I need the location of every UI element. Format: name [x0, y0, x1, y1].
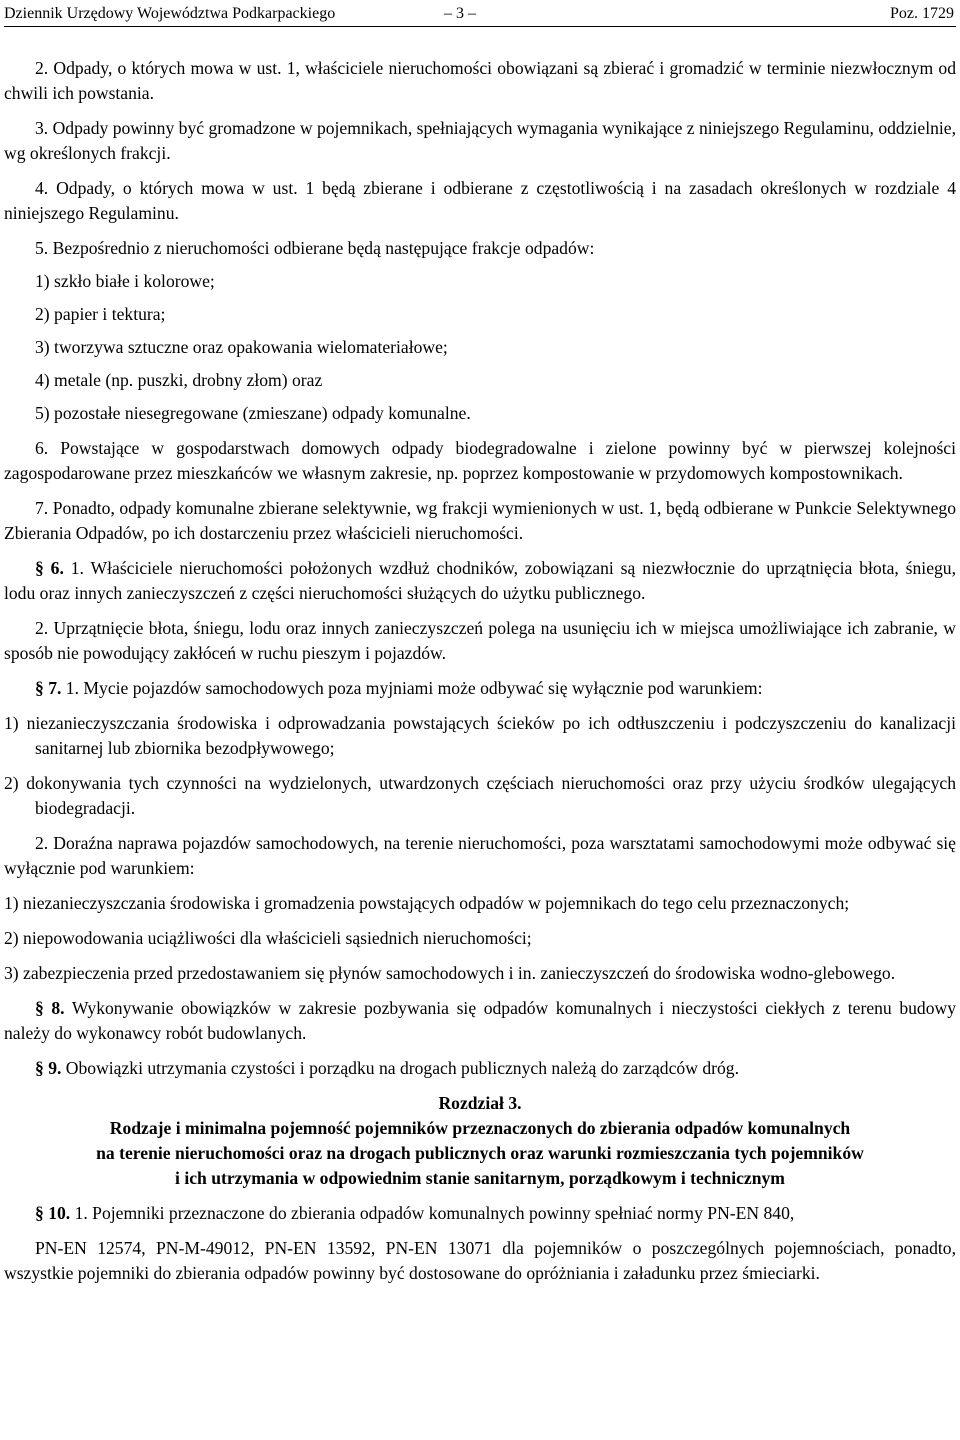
chapter-label: Rozdział 3. [438, 1093, 522, 1113]
section-7-2-list-item-2: 2) niepowodowania uciążliwości dla właścicieli sąsiednich nieruchomości; [4, 928, 532, 948]
paragraph-2: 2. Odpady, o których mowa w ust. 1, właściciele nieruchomości obowiązani są zbierać i gromadzić w terminie niezwłocznym od chwili ich powstania. [4, 58, 956, 103]
section-9 [4, 1056, 956, 1081]
section-7-text: 1. Mycie pojazdów samochodowych poza myjniami może odbywać się wyłącznie pod warunkiem: [61, 678, 763, 698]
chapter-title-line-2: na terenie nieruchomości oraz na drogach publicznych oraz warunki rozmieszczania tych pojemników [96, 1143, 864, 1163]
section-7-number: § 7. [35, 678, 62, 698]
section-9-text: Obowiązki utrzymania czystości i porządku na drogach publicznych należą do zarządców dróg. [61, 1058, 739, 1078]
document-body [4, 56, 956, 1296]
journal-title: Dziennik Urzędowy Województwa Podkarpackiego [4, 5, 336, 22]
paragraph-5: 5. Bezpośrednio z nieruchomości odbierane będą następujące frakcje odpadów: [35, 238, 595, 258]
paragraph-6: 6. Powstające w gospodarstwach domowych odpady biodegradowalne i zielone powinny być w pierwszej kolejności zagospodarowane przez mieszkańców we własnym zakresie, np. poprzez kompostowanie w przydomowych kompostownikach. [4, 438, 956, 483]
section-10-text: 1. Pojemniki przeznaczone do zbierania odpadów komunalnych powinny spełniać normy PN-EN 840, [70, 1203, 795, 1223]
section-6-paragraph-2: 2. Uprzątnięcie błota, śniegu, lodu oraz innych zanieczyszczeń polega na usunięciu ich w miejsca umożliwiające ich zabranie, w sposób nie powodujący zakłóceń w ruchu pieszym i pojazdów. [4, 618, 956, 663]
section-8-text: Wykonywanie obowiązków w zakresie pozbywania się odpadów komunalnych i nieczystości ciekłych z terenu budowy należy do wykonawcy robót budowlanych. [4, 998, 957, 1043]
section-7-list-item-2: 2) dokonywania tych czynności na wydzielonych, utwardzonych częściach nieruchomości oraz przy użyciu środków ulegających biodegradacji. [4, 773, 956, 818]
section-8 [4, 996, 956, 1046]
paragraph-4: 4. Odpady, o których mowa w ust. 1 będą zbierane i odbierane z częstotliwością i na zasadach określonych w rozdziale 4 niniejszego Regulaminu. [4, 178, 956, 223]
section-6-number: § 6. [35, 558, 64, 578]
paragraph-7: 7. Ponadto, odpady komunalne zbierane selektywnie, wg frakcji wymienionych w ust. 1, będą odbierane w Punkcie Selektywnego Zbierania Odpadów, po ich dostarczeniu przez właścicieli nieruchomości. [4, 498, 956, 543]
chapter-title-line-3: i ich utrzymania w odpowiednim stanie sanitarnym, porządkowym i technicznym [175, 1168, 785, 1188]
chapter-heading [4, 1091, 956, 1191]
section-9-number: § 9. [35, 1058, 62, 1078]
list-item-fraction-2: 2) papier i tektura; [35, 304, 166, 324]
section-7-2-list-item-3: 3) zabezpieczenia przed przedostawaniem się płynów samochodowych i in. zanieczyszczeń do środowiska wodno-glebowego. [4, 963, 896, 983]
section-7-paragraph-1 [4, 676, 956, 701]
section-7-paragraph-2: 2. Doraźna naprawa pojazdów samochodowych, na terenie nieruchomości, poza warsztatami samochodowymi może odbywać się wyłącznie pod warunkiem: [4, 833, 956, 878]
list-item-fraction-1: 1) szkło białe i kolorowe; [35, 271, 215, 291]
section-7-list-item-1: 1) niezanieczyszczania środowiska i odprowadzania powstających ścieków po ich odtłuszczeniu i podczyszczeniu do kanalizacji sanitarnej lub zbiornika bezodpływowego; [4, 713, 956, 758]
section-10-paragraph-1 [4, 1201, 956, 1226]
section-6-paragraph-1 [4, 556, 956, 606]
paragraph-3: 3. Odpady powinny być gromadzone w pojemnikach, spełniających wymagania wynikające z niniejszego Regulaminu, oddzielnie, wg określonych frakcji. [4, 118, 956, 163]
page-header [4, 4, 956, 27]
position-number: Poz. 1729 [890, 5, 954, 22]
chapter-title-line-1: Rodzaje i minimalna pojemność pojemników przeznaczonych do zbierania odpadów komunalnych [109, 1118, 851, 1138]
list-item-fraction-5: 5) pozostałe niesegregowane (zmieszane) odpady komunalne. [35, 403, 471, 423]
section-10-number: § 10. [35, 1203, 71, 1223]
list-item-fraction-3: 3) tworzywa sztuczne oraz opakowania wielomateriałowe; [35, 337, 448, 357]
section-7-2-list-item-1: 1) niezanieczyszczania środowiska i gromadzenia powstających odpadów w pojemnikach do tego celu przeznaczonych; [4, 893, 850, 913]
section-10-continuation: PN-EN 12574, PN-M-49012, PN-EN 13592, PN-EN 13071 dla pojemników o poszczególnych pojemnościach, ponadto, wszystkie pojemniki do zbierania odpadów powinny być dostosowane do opróżniania i załadunku przez śmieciarki. [4, 1238, 956, 1283]
page-number: – 3 – [444, 5, 476, 22]
section-8-number: § 8. [35, 998, 65, 1018]
section-6-text: 1. Właściciele nieruchomości położonych wzdłuż chodników, zobowiązani są niezwłocznie do uprzątnięcia błota, śniegu, lodu oraz innych zanieczyszczeń z części nieruchomości służących do użytku publicznego. [4, 558, 956, 603]
list-item-fraction-4: 4) metale (np. puszki, drobny złom) oraz [35, 370, 323, 390]
